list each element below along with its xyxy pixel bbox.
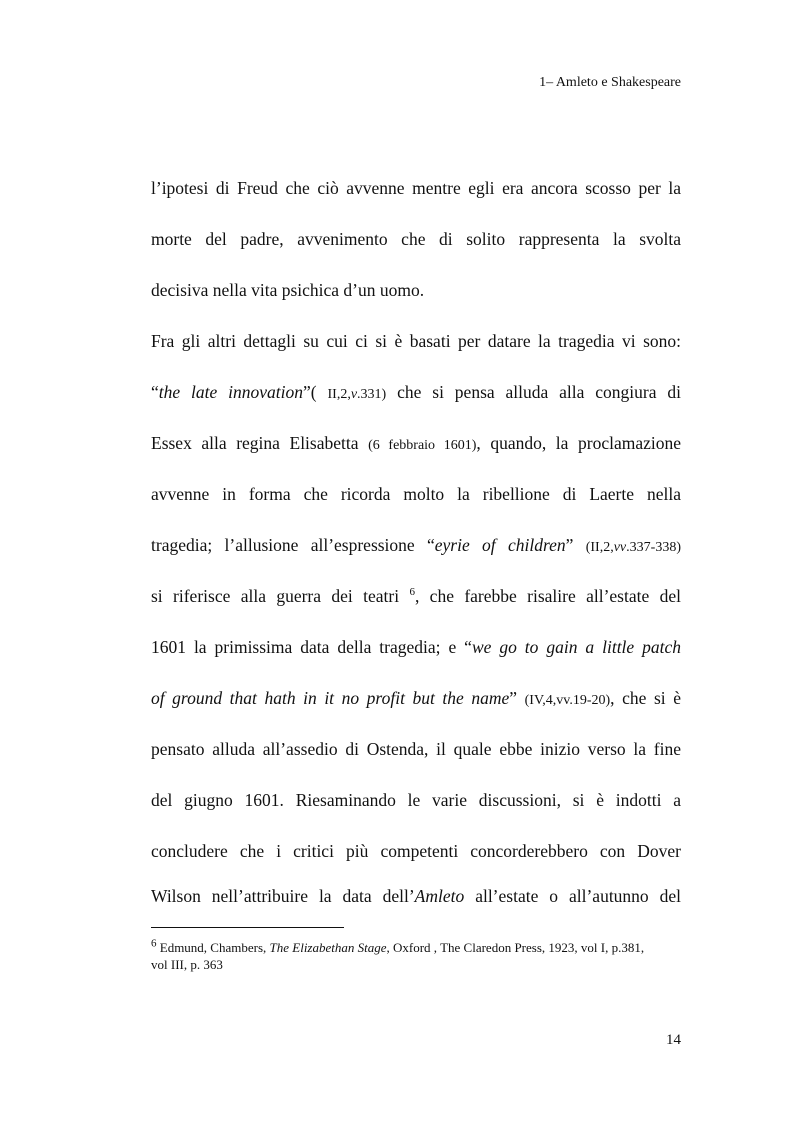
- citation-verse: .337-338): [626, 540, 681, 555]
- citation-verse-abbrev: vv: [613, 540, 627, 555]
- body-line-1: l’ipotesi di Freud che ciò avvenne mentre egli era ancora scosso per la: [151, 178, 681, 198]
- body-line-12: pensato alluda all’assedio di Ostenda, il quale ebbe inizio verso la fine: [151, 739, 681, 759]
- footnote-divider: [151, 927, 344, 928]
- citation-verse: .331): [357, 387, 387, 402]
- citation-act-scene: (IV,4,vv.19-20): [524, 693, 611, 708]
- line-text: Essex alla regina Elisabetta: [151, 433, 369, 453]
- body-line-6: [151, 432, 681, 454]
- quote-patch-of-ground-cont: of ground that hath in it no profit but the name: [151, 688, 510, 708]
- body-line-2: morte del padre, avvenimento che di solito rappresenta la svolta: [151, 229, 681, 249]
- close-quote: ”(: [303, 382, 328, 402]
- body-line-14: concludere che i critici più competenti concorderebbero con Dover: [151, 841, 681, 861]
- citation-part: II,2,: [327, 387, 351, 402]
- footnote-marker: 6: [151, 937, 157, 950]
- quote-late-innovation: the late innovation: [158, 382, 304, 402]
- body-line-11: [151, 687, 681, 709]
- body-line-8: [151, 534, 681, 556]
- line-text: tragedia; l’allusione all’espressione “: [151, 535, 435, 555]
- citation-act-scene: [328, 387, 387, 402]
- footnote-text: , Oxford , The Claredon Press, 1923, vol I, p.381,: [386, 940, 645, 955]
- citation-part: (II,2,: [585, 540, 614, 555]
- line-text: , che farebbe risalire all’estate del: [414, 586, 681, 606]
- body-line-9: [151, 585, 681, 607]
- citation-act-scene: [586, 540, 681, 555]
- line-text: all’estate o all’autunno del: [464, 886, 681, 906]
- footnote-reference[interactable]: 6: [409, 586, 415, 599]
- footnote-book-title: The Elizabethan Stage: [269, 940, 387, 955]
- quote-patch-of-ground: we go to gain a little patch: [471, 637, 682, 657]
- line-text: Wilson nell’attribuire la data dell’: [151, 886, 415, 906]
- body-line-10: [151, 636, 681, 658]
- title-amleto: Amleto: [414, 886, 465, 906]
- line-text: si riferisce alla guerra dei teatri: [151, 586, 410, 606]
- close-quote: ”: [565, 535, 586, 555]
- body-line-4: Fra gli altri dettagli su cui ci si è basati per datare la tragedia vi sono:: [151, 331, 681, 351]
- footnote-6: [151, 937, 671, 956]
- running-header: 1– Amleto e Shakespeare: [539, 75, 681, 90]
- line-text: che si pensa alluda alla congiura di: [386, 382, 681, 402]
- footnote-text: Edmund, Chambers,: [156, 940, 270, 955]
- page-number: 14: [666, 1032, 681, 1048]
- quote-eyrie-of-children: eyrie of children: [434, 535, 566, 555]
- body-line-3: decisiva nella vita psichica d’un uomo.: [151, 280, 425, 300]
- footnote-6-line-2: vol III, p. 363: [151, 957, 223, 972]
- body-line-15: [151, 885, 681, 907]
- date-citation: (6 febbraio 1601): [368, 438, 477, 453]
- open-quote: “: [151, 382, 159, 402]
- line-text: , quando, la proclamazione: [476, 433, 681, 453]
- close-quote: ”: [509, 688, 525, 708]
- body-line-13: del giugno 1601. Riesaminando le varie discussioni, si è indotti a: [151, 790, 681, 810]
- body-line-7: avvenne in forma che ricorda molto la ribellione di Laerte nella: [151, 484, 681, 504]
- citation-verse-abbrev: v: [350, 387, 358, 402]
- line-text: 1601 la primissima data della tragedia; e “: [151, 637, 472, 657]
- body-line-5: [151, 381, 681, 403]
- line-text: , che si è: [610, 688, 681, 708]
